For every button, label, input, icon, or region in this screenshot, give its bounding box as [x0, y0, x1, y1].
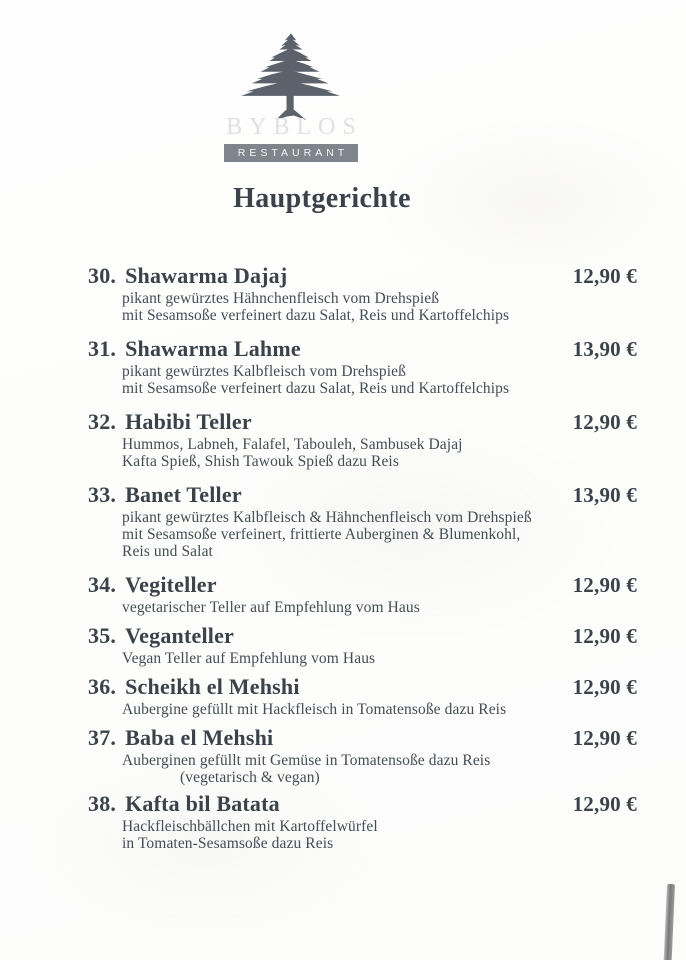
item-descriptions — [88, 816, 637, 852]
item-number: 33. — [88, 482, 117, 507]
item-description-line: (vegetarisch & vegan) — [180, 769, 320, 786]
item-name: Shawarma Lahme — [125, 336, 301, 361]
restaurant-logo — [0, 33, 634, 162]
item-price: 12,90 € — [572, 675, 637, 699]
item-description-line: in Tomaten-Sesamsoße dazu Reis — [122, 835, 334, 852]
menu-item — [88, 624, 637, 667]
photo-edge-artifact — [663, 884, 675, 960]
item-descriptions — [88, 507, 637, 560]
item-name: Vegiteller — [125, 572, 217, 597]
item-description-line: pikant gewürztes Kalbfleisch & Hähnchenfleisch vom Drehspieß — [122, 509, 532, 526]
item-description-line: Auberginen gefüllt mit Gemüse in Tomatensoße dazu Reis — [122, 752, 491, 769]
item-price: 12,90 € — [572, 792, 637, 816]
item-description-line: Hackfleischbällchen mit Kartoffelwürfel — [122, 818, 378, 835]
item-name: Shawarma Dajaj — [125, 263, 288, 288]
menu-item-header — [88, 792, 637, 816]
item-descriptions — [88, 699, 637, 718]
item-description-line: Aubergine gefüllt mit Hackfleisch in Tomatensoße dazu Reis — [122, 701, 507, 718]
menu-item — [88, 675, 637, 718]
menu-item — [88, 726, 637, 786]
item-number: 37. — [88, 725, 117, 750]
brand-tagline: RESTAURANT — [224, 144, 358, 162]
menu-item — [88, 483, 637, 560]
cedar-tree-icon — [233, 33, 349, 123]
menu-item — [88, 792, 637, 852]
menu-item-header — [88, 675, 637, 699]
item-name: Baba el Mehshi — [125, 725, 274, 750]
menu-item-header — [88, 573, 637, 597]
item-price: 13,90 € — [572, 483, 637, 507]
item-name: Veganteller — [125, 623, 235, 648]
item-name: Kafta bil Batata — [125, 791, 280, 816]
item-descriptions — [88, 288, 637, 324]
item-descriptions — [88, 361, 637, 397]
item-description-line: vegetarischer Teller auf Empfehlung vom Haus — [122, 599, 420, 616]
item-number: 32. — [88, 409, 117, 434]
menu-item-header — [88, 624, 637, 648]
menu-section-title: Hauptgerichte — [233, 183, 411, 214]
menu-item — [88, 337, 637, 397]
item-description-line: Kafta Spieß, Shish Tawouk Spieß dazu Reis — [122, 453, 399, 470]
item-price: 12,90 € — [572, 726, 637, 750]
item-price: 12,90 € — [572, 410, 637, 434]
item-description-line: mit Sesamsoße verfeinert dazu Salat, Reis und Kartoffelchips — [122, 380, 510, 397]
item-number: 34. — [88, 572, 117, 597]
item-description-line: Hummos, Labneh, Falafel, Tabouleh, Sambusek Dajaj — [122, 436, 463, 453]
item-descriptions — [88, 750, 637, 786]
menu-item — [88, 264, 637, 324]
item-description-line: Vegan Teller auf Empfehlung vom Haus — [122, 650, 376, 667]
menu-item-header — [88, 483, 637, 507]
item-price: 12,90 € — [572, 624, 637, 648]
item-description-line: Reis und Salat — [122, 543, 213, 560]
menu-item-header — [88, 726, 637, 750]
item-description-line: mit Sesamsoße verfeinert, frittierte Auberginen & Blumenkohl, — [122, 526, 521, 543]
item-price: 12,90 € — [572, 573, 637, 597]
item-name: Scheikh el Mehshi — [125, 674, 300, 699]
item-descriptions — [88, 648, 637, 667]
item-description-line: pikant gewürztes Kalbfleisch vom Drehspieß — [122, 363, 406, 380]
menu-item-header — [88, 264, 637, 288]
item-number: 38. — [88, 791, 117, 816]
item-number: 35. — [88, 623, 117, 648]
brand-name: BYBLOS — [226, 114, 363, 140]
item-number: 31. — [88, 336, 117, 361]
item-descriptions — [88, 597, 637, 616]
menu-item — [88, 410, 637, 470]
item-description-line: mit Sesamsoße verfeinert dazu Salat, Reis und Kartoffelchips — [122, 307, 510, 324]
menu-item-header — [88, 337, 637, 361]
item-price: 13,90 € — [572, 337, 637, 361]
item-description-line: pikant gewürztes Hähnchenfleisch vom Drehspieß — [122, 290, 440, 307]
menu-item-header — [88, 410, 637, 434]
menu-item — [88, 573, 637, 616]
item-name: Habibi Teller — [125, 409, 252, 434]
menu-item-list — [88, 264, 637, 865]
item-number: 30. — [88, 263, 117, 288]
item-price: 12,90 € — [572, 264, 637, 288]
item-number: 36. — [88, 674, 117, 699]
item-name: Banet Teller — [125, 482, 242, 507]
item-descriptions — [88, 434, 637, 470]
